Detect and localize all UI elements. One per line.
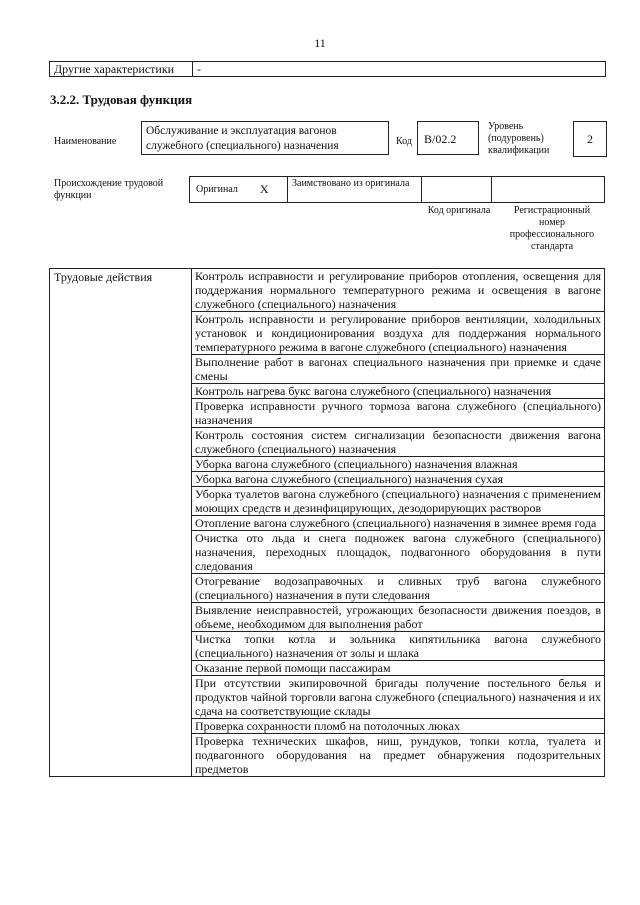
labor-action-item: Оказание первой помощи пассажирам [192, 661, 605, 676]
labor-action-item: Контроль исправности и регулирование приборов вентиляции, холодильных установок и кондиционирования воздуха для поддержания нормального температурного режима в вагоне служебного (специального) назначения [192, 312, 605, 355]
registration-number-caption: Регистрационный номер профессионального стандарта [509, 205, 595, 252]
borrowed-label: Заимствовано из оригинала [288, 177, 422, 202]
labor-action-item: Уборка вагона служебного (специального) назначения сухая [192, 472, 605, 487]
origin-table [189, 176, 605, 203]
other-characteristics-row [49, 61, 606, 77]
origin-label: Происхождение трудовой функции [54, 178, 164, 201]
original-code-caption: Код оригинала [427, 205, 491, 216]
original-label: Оригинал [196, 184, 238, 195]
qualification-level-value: 2 [573, 121, 607, 157]
labor-action-item: Отогревание водозаправочных и сливных труб вагона служебного (специального) назначения в пути следования [192, 574, 605, 603]
code-label: Код [396, 136, 412, 147]
name-label: Наименование [54, 136, 117, 147]
labor-action-item: Проверка сохранности пломб на потолочных люках [192, 719, 605, 734]
labor-action-item: Уборка туалетов вагона служебного (специального) назначения с применением моющих средств и дезинфицирующих, дезодорирующих растворов [192, 487, 605, 516]
qualification-level-label: Уровень (подуровень) квалификации [488, 121, 550, 156]
labor-action-item: При отсутствии экипировочной бригады получение постельного белья и продуктов чайной торговли вагона служебного (специального) назначения и их сдача на соответствующие склады [192, 676, 605, 719]
other-characteristics-label: Другие характеристики [50, 62, 193, 76]
labor-action-item: Контроль исправности и регулирование приборов отопления, освещения для поддержания нормального температурного режима и освещения в вагоне служебного (специального) назначения [192, 269, 605, 312]
labor-actions-header: Трудовые действия [50, 269, 192, 777]
labor-actions-table [49, 268, 605, 777]
other-characteristics-value: - [197, 62, 201, 76]
labor-action-item: Уборка вагона служебного (специального) назначения влажная [192, 457, 605, 472]
labor-action-item: Отопление вагона служебного (специального) назначения в зимнее время года [192, 516, 605, 531]
function-name: Обслуживание и эксплуатация вагонов служебного (специального) назначения [141, 121, 389, 155]
original-mark: X [259, 182, 269, 196]
original-code-cell [422, 177, 492, 202]
labor-action-item: Проверка технических шкафов, ниш, рундуков, топки котла, туалета и подвагонного оборудования на предмет обнаружения подозрительных предметов [192, 734, 605, 777]
labor-action-item: Выявление неисправностей, угрожающих безопасности движения поездов, в объеме, необходимом для выполнения работ [192, 603, 605, 632]
origin-original-cell [190, 177, 288, 202]
labor-action-item: Выполнение работ в вагонах специального назначения при приемке и сдаче смены [192, 355, 605, 384]
labor-action-item: Проверка исправности ручного тормоза вагона служебного (специального) назначения [192, 399, 605, 428]
labor-action-item: Чистка топки котла и зольника кипятильника вагона служебного (специального) назначения от золы и шлака [192, 632, 605, 661]
section-title: 3.2.2. Трудовая функция [50, 92, 193, 107]
labor-action-item: Контроль состояния систем сигнализации безопасности движения вагона служебного (специального) назначения [192, 428, 605, 457]
page-number: 11 [314, 36, 326, 50]
registration-number-cell [492, 177, 604, 202]
function-code: B/02.2 [417, 121, 479, 155]
labor-action-item: Контроль нагрева букс вагона служебного (специального) назначения [192, 384, 605, 399]
labor-action-item: Очистка ото льда и снега подножек вагона служебного (специального) назначения, переходных площадок, подвагонного оборудования в пути следования [192, 531, 605, 574]
table-row [50, 269, 605, 312]
